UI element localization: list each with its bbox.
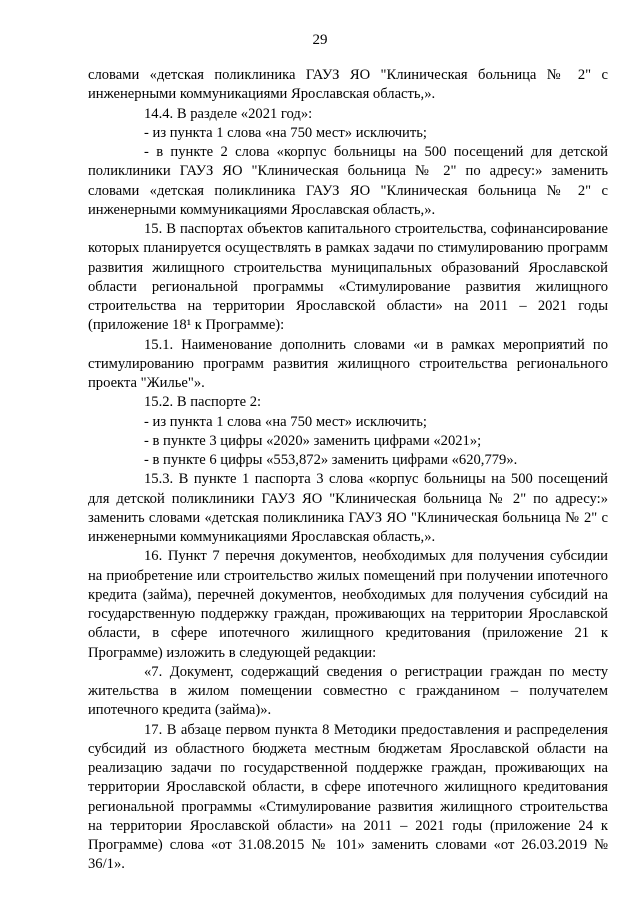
paragraph-2: 14.4. В разделе «2021 год»: [144,105,313,122]
paragraph-7: 15.2. В паспорте 2: [144,394,262,411]
document-body [88,66,608,875]
page-number: 29 [312,32,328,48]
paragraph-12: 16. Пункт 7 перечня документов, необходимых для получения субсидии на приобретение или строительство жилых помещений при получении ипотечного кредита (займа), перечней документов, необходимых для получения субсидий на государственную поддержку граждан, проживающих на территории Ярославской области, в сфере ипотечного жилищного кредитования (приложение 21 к Программе) изложить в следующей редакции: [88,548,608,661]
paragraph-13: «7. Документ, содержащий сведения о регистрации граждан по месту жительства в жилом помещении совместно с гражданином – получателем ипотечного кредита (займа)». [88,663,608,719]
paragraph-3: - из пункта 1 слова «на 750 мест» исключить; [144,124,427,141]
paragraph-10: - в пункте 6 цифры «553,872» заменить цифрами «620,779». [144,452,518,468]
paragraph-11: 15.3. В пункте 1 паспорта 3 слова «корпус больницы на 500 посещений для детской поликлиники ГАУЗ ЯО "Клиническая больница № 2" по адресу:» заменить словами «детская поликлиника ГАУЗ ЯО "Клиническая больница № 2" с инженерными коммуникациями Ярославская область,». [88,471,608,545]
paragraph-4: - в пункте 2 слова «корпус больницы на 500 посещений для детской поликлиники ГАУЗ ЯО "Клиническая больница № 2" по адресу:» заменить словами «детская поликлиника ГАУЗ ЯО "Клиническая больница № 2" с инженерными коммуникациями Ярославская область,». [88,144,608,218]
paragraph-5: 15. В паспортах объектов капитального строительства, софинансирование которых планируется осуществлять в рамках задачи по стимулированию программ развития жилищного строительства муниципальных образований Ярославской области региональной программы «Стимулирование развития жилищного строительства на территории Ярославской области» на 2011 – 2021 годы (приложение 18¹ к Программе): [88,221,608,334]
paragraph-14: 17. В абзаце первом пункта 8 Методики предоставления и распределения субсидий из областного бюджета местным бюджетам Ярославской области на реализацию задачи по государственной поддержке граждан, проживающих на территории Ярославской области, в сфере ипотечного жилищного кредитования региональной программы «Стимулирование развития жилищного строительства на территории Ярославской области» на 2011 – 2021 годы (приложение 24 к Программе) слова «от 31.08.2015 № 101» заменить словами «от 26.03.2019 № 36/1». [88,721,608,873]
paragraph-1: словами «детская поликлиника ГАУЗ ЯО "Клиническая больница № 2" с инженерными коммуникациями Ярославская область,». [88,67,608,103]
paragraph-8: - из пункта 1 слова «на 750 мест» исключить; [144,413,427,430]
paragraph-6: 15.1. Наименование дополнить словами «и в рамках мероприятий по стимулированию программ развития жилищного строительства регионального проекта "Жилье"». [88,336,608,391]
paragraph-9: - в пункте 3 цифры «2020» заменить цифрами «2021»; [144,432,482,449]
